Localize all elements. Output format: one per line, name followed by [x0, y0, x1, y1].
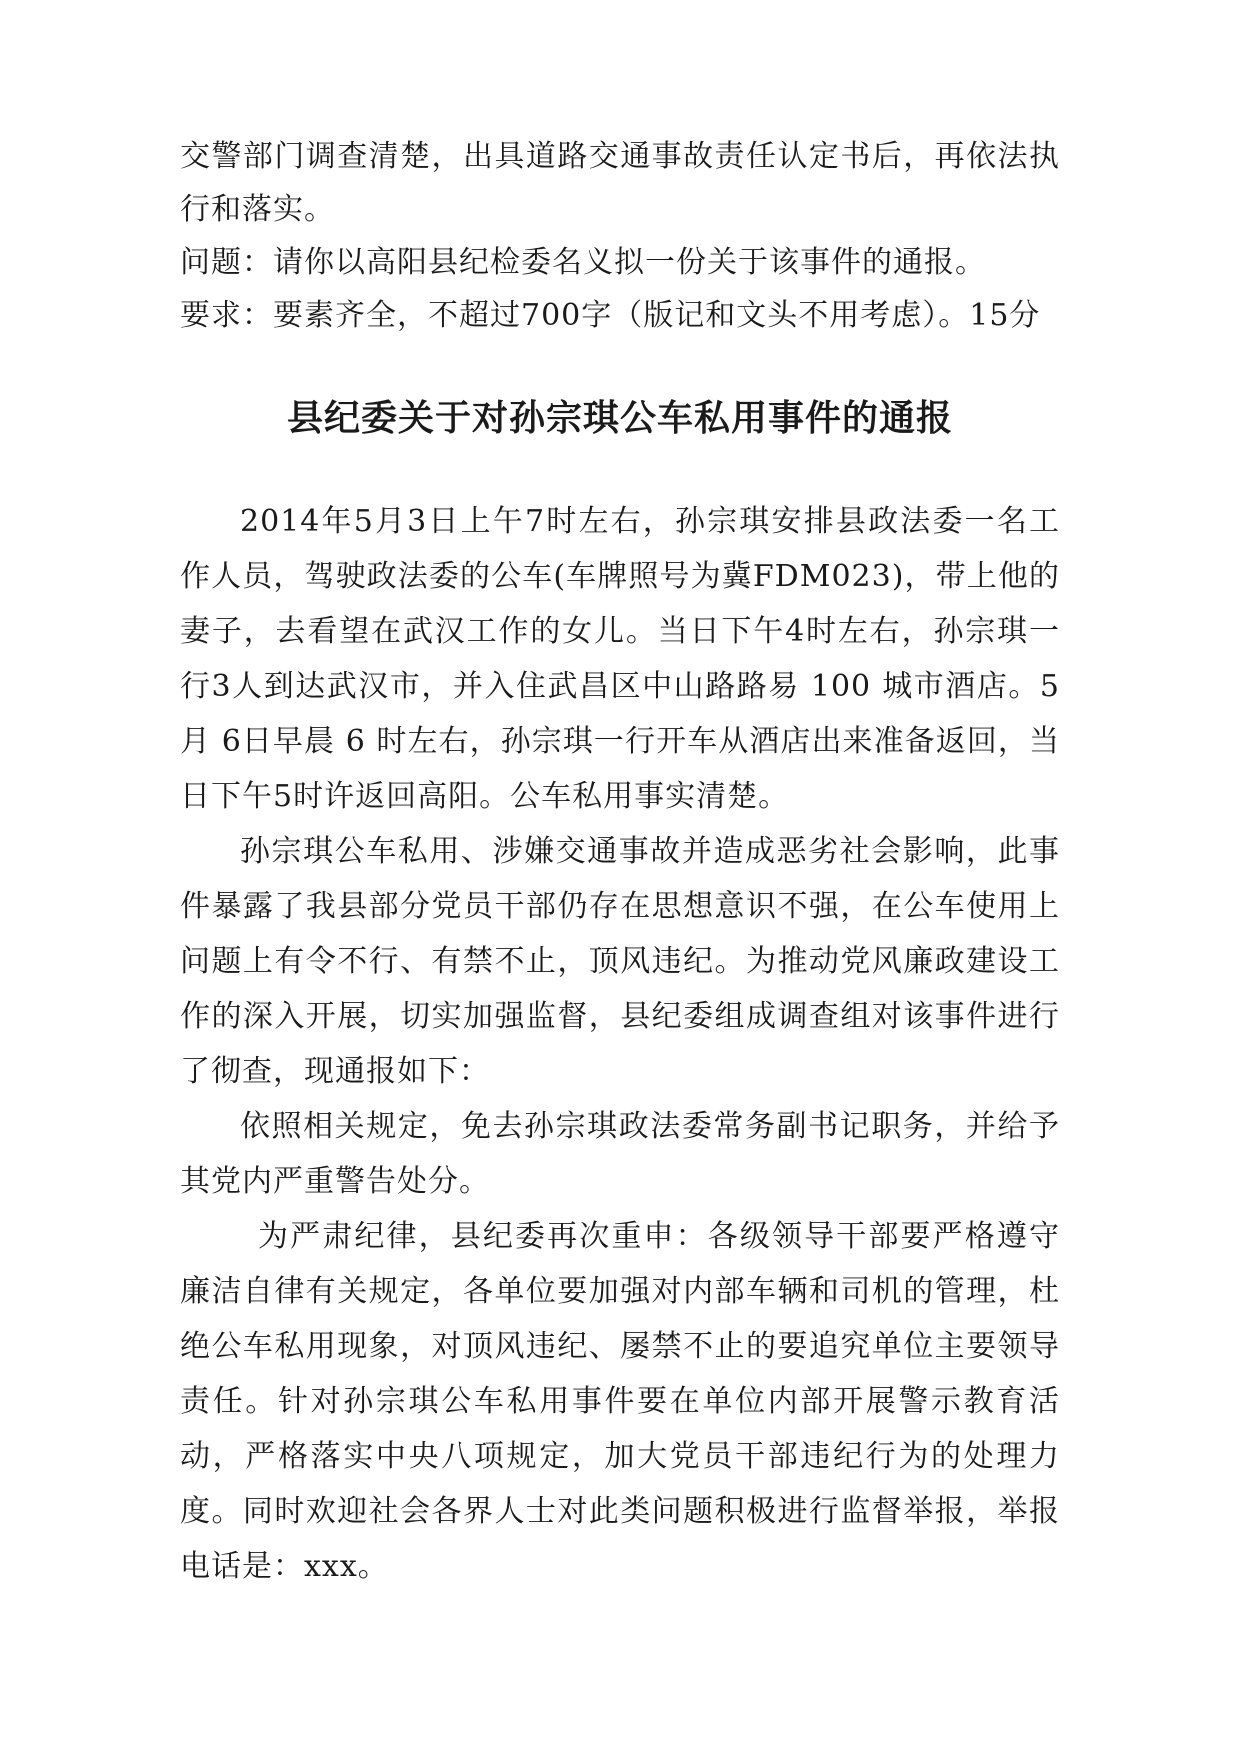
document-title: 县纪委关于对孙宗琪公车私用事件的通报 [286, 398, 953, 439]
document-body [180, 494, 1060, 1594]
paragraph-requirements: 为严肃纪律，县纪委再次重申：各级领导干部要严格遵守廉洁自律有关规定，各单位要加强对内部车辆和司机的管理，杜绝公车私用现象，对顶风违纪、屡禁不止的要追究单位主要领导责任。针对孙宗琪公车私用事件要在单位内部开展警示教育活动，严格落实中央八项规定，加大党员干部违纪行为的处理力度。同时欢迎社会各界人士对此类问题积极进行监督举报，举报电话是：xxx。 [180, 1219, 1060, 1584]
requirement-text: 要求：要素齐全，不超过700字（版记和文头不用考虑）。15分 [180, 298, 1041, 333]
paragraph-facts: 2014年5月3日上午7时左右，孙宗琪安排县政法委一名工作人员，驾驶政法委的公车(车牌照号为冀FDM023)，带上他的妻子，去看望在武汉工作的女儿。当日下午4时左右，孙宗琪一行3人到达武汉市，并入住武昌区中山路路易 100 城市酒店。5月 6日早晨 6 时左右，孙宗琪一行开车从酒店出来准备返回，当日下午5时许返回高阳。公车私用事实清楚。 [180, 504, 1060, 814]
paragraph-decision: 依照相关规定，免去孙宗琪政法委常务副书记职务，并给予其党内严重警告处分。 [180, 1109, 1060, 1199]
paragraph-analysis: 孙宗琪公车私用、涉嫌交通事故并造成恶劣社会影响，此事件暴露了我县部分党员干部仍存在思想意识不强，在公车使用上问题上有令不行、有禁不止，顶风违纪。为推动党风廉政建设工作的深入开展，切实加强监督，县纪委组成调查组对该事件进行了彻查，现通报如下： [180, 834, 1060, 1089]
document-page [180, 130, 1060, 1594]
question-section [180, 130, 1060, 342]
intro-continuation: 交警部门调查清楚，出具道路交通事故责任认定书后，再依法执行和落实。 [180, 139, 1060, 227]
question-text: 问题：请你以高阳县纪检委名义拟一份关于该事件的通报。 [180, 245, 986, 280]
